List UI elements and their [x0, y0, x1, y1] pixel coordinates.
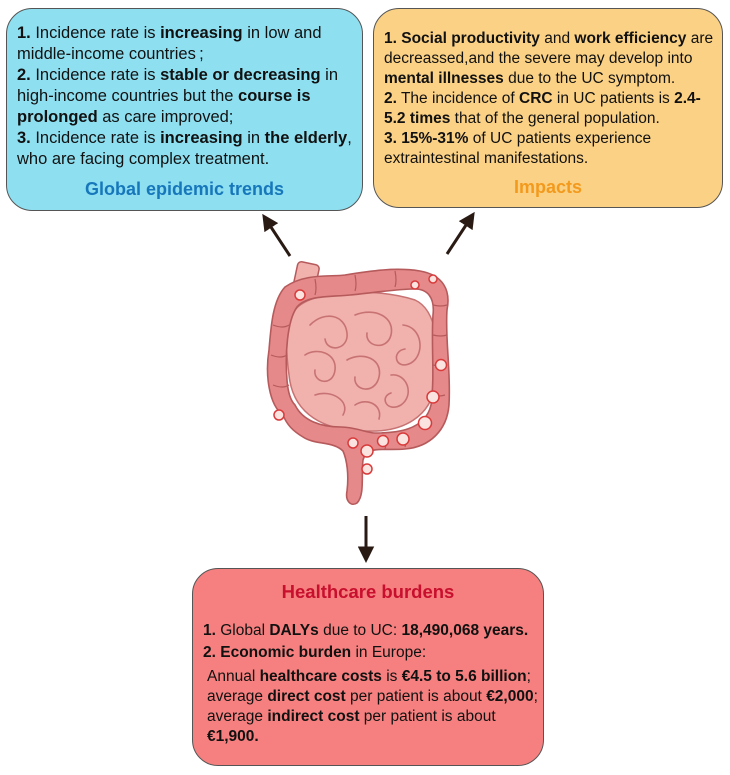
point-emphasis: 15%-31%: [401, 130, 469, 147]
burden-emphasis: 2.: [203, 644, 216, 661]
point-emphasis: course is prolonged: [17, 87, 311, 126]
point-emphasis: increasing: [160, 24, 243, 42]
burden-text: Global: [215, 622, 270, 639]
point-emphasis: 2.4-5.2 times: [384, 90, 701, 127]
point-number: 3.: [384, 130, 397, 147]
point-emphasis: CRC: [519, 90, 553, 107]
burden-emphasis: Economic burden: [220, 644, 352, 661]
burden-text: average: [207, 688, 268, 705]
burden-emphasis: DALYs: [269, 622, 319, 639]
point-text: The incidence of: [396, 90, 520, 107]
trends-box-title: Global epidemic trends: [84, 179, 285, 199]
point-emphasis: increasing: [160, 129, 243, 147]
point-text: Incidence rate is: [30, 24, 161, 42]
point-emphasis: the elderly: [264, 129, 348, 147]
point-text: are decreassed,and the severe may develop into: [384, 30, 714, 67]
point-emphasis: work efficiency: [574, 30, 687, 47]
point-emphasis: stable or decreasing: [160, 66, 321, 84]
burden-text: ;: [526, 668, 531, 685]
point-number: 2.: [384, 90, 397, 107]
burden-text: in Europe:: [351, 644, 427, 661]
point-text: , who are facing complex treatment.: [17, 129, 352, 168]
burden-emphasis: 18,490,068 years.: [401, 622, 529, 639]
arrow-up-right-icon: [447, 216, 472, 254]
point-text: in UC patients is: [552, 90, 675, 107]
point-emphasis: mental illnesses: [384, 70, 504, 87]
point-text: in: [242, 129, 265, 147]
burden-emphasis: healthcare costs: [259, 668, 382, 685]
burden-text: average: [207, 708, 268, 725]
burden-text: per patient is about: [359, 708, 496, 725]
point-text: in low and middle-income countries ;: [17, 24, 322, 63]
burden-emphasis: €1,900.: [207, 728, 259, 745]
point-text: that of the general population.: [450, 110, 660, 127]
burden-box-title: Healthcare burdens: [281, 581, 455, 602]
burden-emphasis: indirect cost: [267, 708, 360, 725]
point-text: as care improved;: [97, 108, 234, 126]
burden-emphasis: €4.5 to 5.6 billion: [401, 668, 527, 685]
point-text: Incidence rate is: [30, 66, 161, 84]
arrow-up-left-icon: [265, 218, 290, 256]
burden-emphasis: direct cost: [267, 688, 346, 705]
point-number: 1.: [17, 24, 31, 42]
point-number: 2.: [17, 66, 31, 84]
burden-emphasis: 1.: [203, 622, 216, 639]
impacts-box-title: Impacts: [513, 177, 583, 197]
colon-illustration-icon: [255, 255, 475, 510]
burden-text: is: [381, 668, 402, 685]
point-number: 3.: [17, 129, 31, 147]
burden-text: ;: [533, 688, 538, 705]
burden-text: due to UC:: [318, 622, 402, 639]
burden-text: per patient is about: [345, 688, 487, 705]
point-text: of UC patients experience extraintestinal manifestations.: [384, 130, 652, 167]
point-text: and: [539, 30, 575, 47]
point-text: due to the UC symptom.: [503, 70, 676, 87]
burden-text: Annual: [207, 668, 260, 685]
point-emphasis: Social productivity: [401, 30, 540, 47]
burden-emphasis: €2,000: [486, 688, 534, 705]
point-text: in high-income countries but the: [17, 66, 339, 105]
point-number: 1.: [384, 30, 397, 47]
point-text: Incidence rate is: [30, 129, 161, 147]
